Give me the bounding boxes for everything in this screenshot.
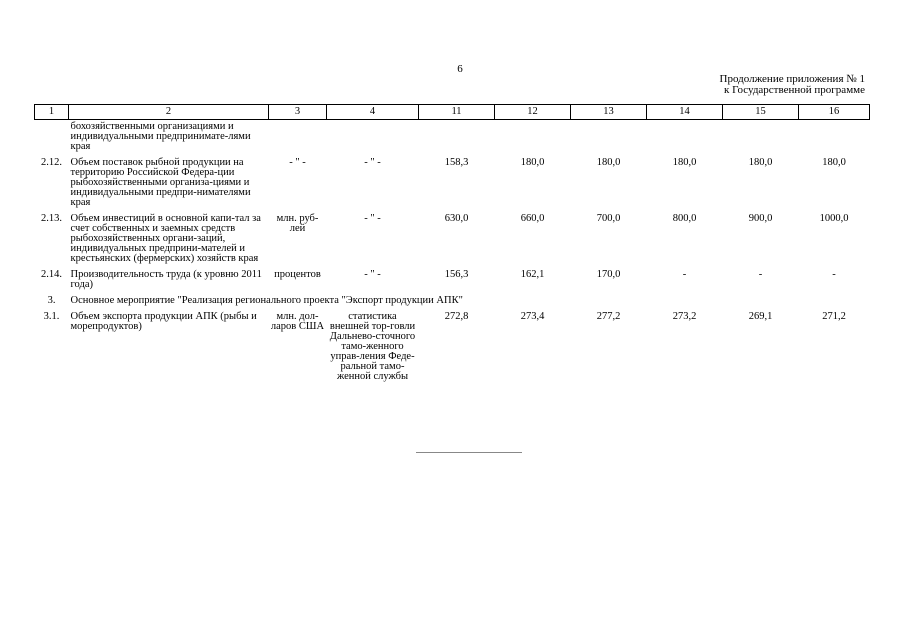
row-value: 180,0 [822,157,846,168]
row-unit: - " - [289,157,306,168]
row-number: 3.1. [43,311,60,322]
row-name: Производительность труда (к уровню 2011 года) [70,269,262,290]
row-unit: процентов [274,269,321,280]
row-name: Объем инвестиций в основной капи-тал за счет собственных и заемных средств рыбохозяйственных органи-заций, индивидуальных предприни-мателей и крестьянских (фермерских) хозяйств края [70,213,261,264]
row-value: - [682,269,687,280]
row-value: 800,0 [672,213,697,224]
row-source: - " - [364,213,381,224]
row-name: Объем поставок рыбной продукции на территорию Российской Федера-ции рыбохозяйственными организа-циями и индивидуальными предпри-нимателями края [70,157,251,208]
row-source: - " - [364,269,381,280]
header-cell: 16 [799,105,870,120]
row-number: 2.14. [41,269,62,280]
row-value: 180,0 [672,157,697,168]
row-value: 180,0 [520,157,545,168]
header-cell: 2 [69,105,269,120]
header-cell: 12 [495,105,571,120]
row-value: 900,0 [748,213,773,224]
row-value: - [758,269,763,280]
header-cell: 1 [35,105,69,120]
row-value: 271,2 [822,311,846,322]
table-row [35,156,870,212]
row-value: 156,3 [444,269,469,280]
header-cell: 11 [419,105,495,120]
row-value: 170,0 [596,269,621,280]
indicators-table [34,104,870,386]
header-cell: 3 [269,105,327,120]
table-row [35,268,870,294]
row-value: 180,0 [748,157,773,168]
row-value: 660,0 [520,213,545,224]
row-name: Объем экспорта продукции АПК (рыбы и морепродуктов) [70,311,257,332]
section-row [35,294,870,310]
continuation-line-1: Продолжение приложения № 1 [719,73,865,85]
row-number: 2.13. [41,213,62,224]
row-value: 277,2 [596,311,621,322]
row-source: - " - [364,157,381,168]
table-row [35,120,870,157]
row-value: 1000,0 [819,213,849,224]
header-cell: 14 [647,105,723,120]
row-unit: млн. руб-лей [276,213,319,234]
page-number: 6 [457,63,463,75]
header-row [35,105,870,120]
row-number: 2.12. [41,157,62,168]
row-value: 158,3 [444,157,469,168]
footer-divider [416,452,522,453]
section-number: 3. [47,295,56,306]
section-title: Основное мероприятие "Реализация регионального проекта "Экспорт продукции АПК" [70,295,463,306]
header-cell: 15 [723,105,799,120]
table-row [35,310,870,386]
continued-name: бохозяйственными организациями и индивидуальными предпринимате-лями края [70,121,251,152]
table-row [35,212,870,268]
row-value: 700,0 [596,213,621,224]
row-value: 273,2 [672,311,697,322]
row-value: 272,8 [444,311,469,322]
continuation-note [720,74,865,96]
row-source: статистика внешней тор-говли Дальнево-сточного тамо-женного управ-ления Феде-ральной тамо-женной службы [329,311,416,382]
row-value: 269,1 [748,311,773,322]
row-value: 180,0 [596,157,621,168]
header-cell: 13 [571,105,647,120]
row-unit: млн. дол-ларов США [270,311,325,332]
row-value: 273,4 [520,311,545,322]
row-value: 162,1 [520,269,545,280]
continuation-line-2: к Государственной программе [724,84,865,96]
row-value: - [832,269,836,280]
row-value: 630,0 [444,213,469,224]
header-cell: 4 [327,105,419,120]
